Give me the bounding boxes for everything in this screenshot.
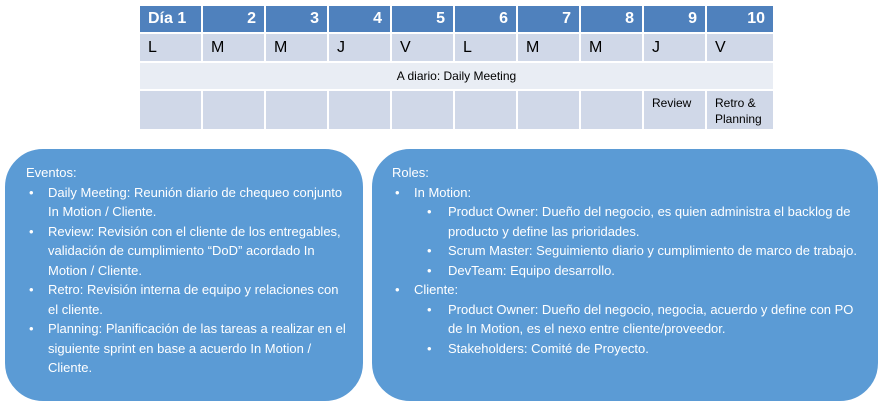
- day-cell: 2: [202, 5, 265, 33]
- role-item: • Scrum Master: Seguimiento diario y cumplimiento de marco de trabajo.: [392, 241, 866, 261]
- event-item-retro: • Retro: Revisión interna de equipo y relaciones con el cliente.: [26, 280, 347, 319]
- weekdays-row: [139, 33, 774, 62]
- daily-row: [139, 62, 774, 90]
- day-cell: 6: [454, 5, 517, 33]
- role-group-label: Cliente:: [414, 282, 459, 297]
- role-item: • DevTeam: Equipo desarrollo.: [392, 261, 866, 281]
- in-motion-roles-list: [392, 202, 866, 280]
- events-list: [26, 183, 351, 378]
- event-cell: [202, 90, 265, 130]
- role-group-in-motion: [392, 183, 866, 281]
- day-cell: 4: [328, 5, 391, 33]
- roles-box: [370, 147, 880, 403]
- days-row: [139, 5, 774, 33]
- event-item-daily: • Daily Meeting: Reunión diario de chequeo conjunto In Motion / Cliente.: [26, 183, 347, 222]
- retro-planning-cell: Retro & Planning: [706, 90, 774, 130]
- weekday-cell: M: [265, 33, 328, 62]
- event-item-planning: • Planning: Planificación de las tareas a realizar en el siguiente sprint en base a acuerdo In Motion / Cliente.: [26, 319, 347, 378]
- weekday-cell: M: [517, 33, 580, 62]
- event-cell: [139, 90, 202, 130]
- role-group-cliente: [392, 280, 866, 358]
- day-cell: 7: [517, 5, 580, 33]
- day-cell: Día 1: [139, 5, 202, 33]
- events-title: Eventos:: [26, 165, 77, 180]
- role-item: • Product Owner: Dueño del negocio, negocia, acuerdo y define con PO de In Motion, es el nexo entre cliente/proveedor.: [392, 300, 866, 339]
- day-cell: 8: [580, 5, 643, 33]
- day-cell: 10: [706, 5, 774, 33]
- events-row: [139, 90, 774, 130]
- event-cell: [265, 90, 328, 130]
- weekday-cell: L: [139, 33, 202, 62]
- weekday-cell: V: [391, 33, 454, 62]
- weekday-cell: L: [454, 33, 517, 62]
- sprint-table: [138, 4, 775, 131]
- role-group-label: In Motion:: [414, 184, 472, 200]
- event-cell: [517, 90, 580, 130]
- event-cell: [391, 90, 454, 130]
- review-cell: Review: [643, 90, 706, 130]
- roles-list: [392, 183, 866, 359]
- event-cell: [580, 90, 643, 130]
- day-cell: 5: [391, 5, 454, 33]
- day-cell: 3: [265, 5, 328, 33]
- events-box: [3, 147, 365, 403]
- event-item-review: • Review: Revisión con el cliente de los entregables, validación de cumplimiento “DoD” acordado In Motion / Cliente.: [26, 222, 347, 281]
- weekday-cell: M: [202, 33, 265, 62]
- weekday-cell: V: [706, 33, 774, 62]
- daily-meeting-cell: A diario: Daily Meeting: [139, 62, 774, 90]
- weekday-cell: M: [580, 33, 643, 62]
- event-cell: [454, 90, 517, 130]
- role-item: • Stakeholders: Comité de Proyecto.: [392, 339, 866, 359]
- day-cell: 9: [643, 5, 706, 33]
- role-item: • Product Owner: Dueño del negocio, es quien administra el backlog de producto y define las prioridades.: [392, 202, 866, 241]
- weekday-cell: J: [328, 33, 391, 62]
- weekday-cell: J: [643, 33, 706, 62]
- roles-title: Roles:: [392, 165, 429, 180]
- event-cell: [328, 90, 391, 130]
- cliente-roles-list: [392, 300, 866, 359]
